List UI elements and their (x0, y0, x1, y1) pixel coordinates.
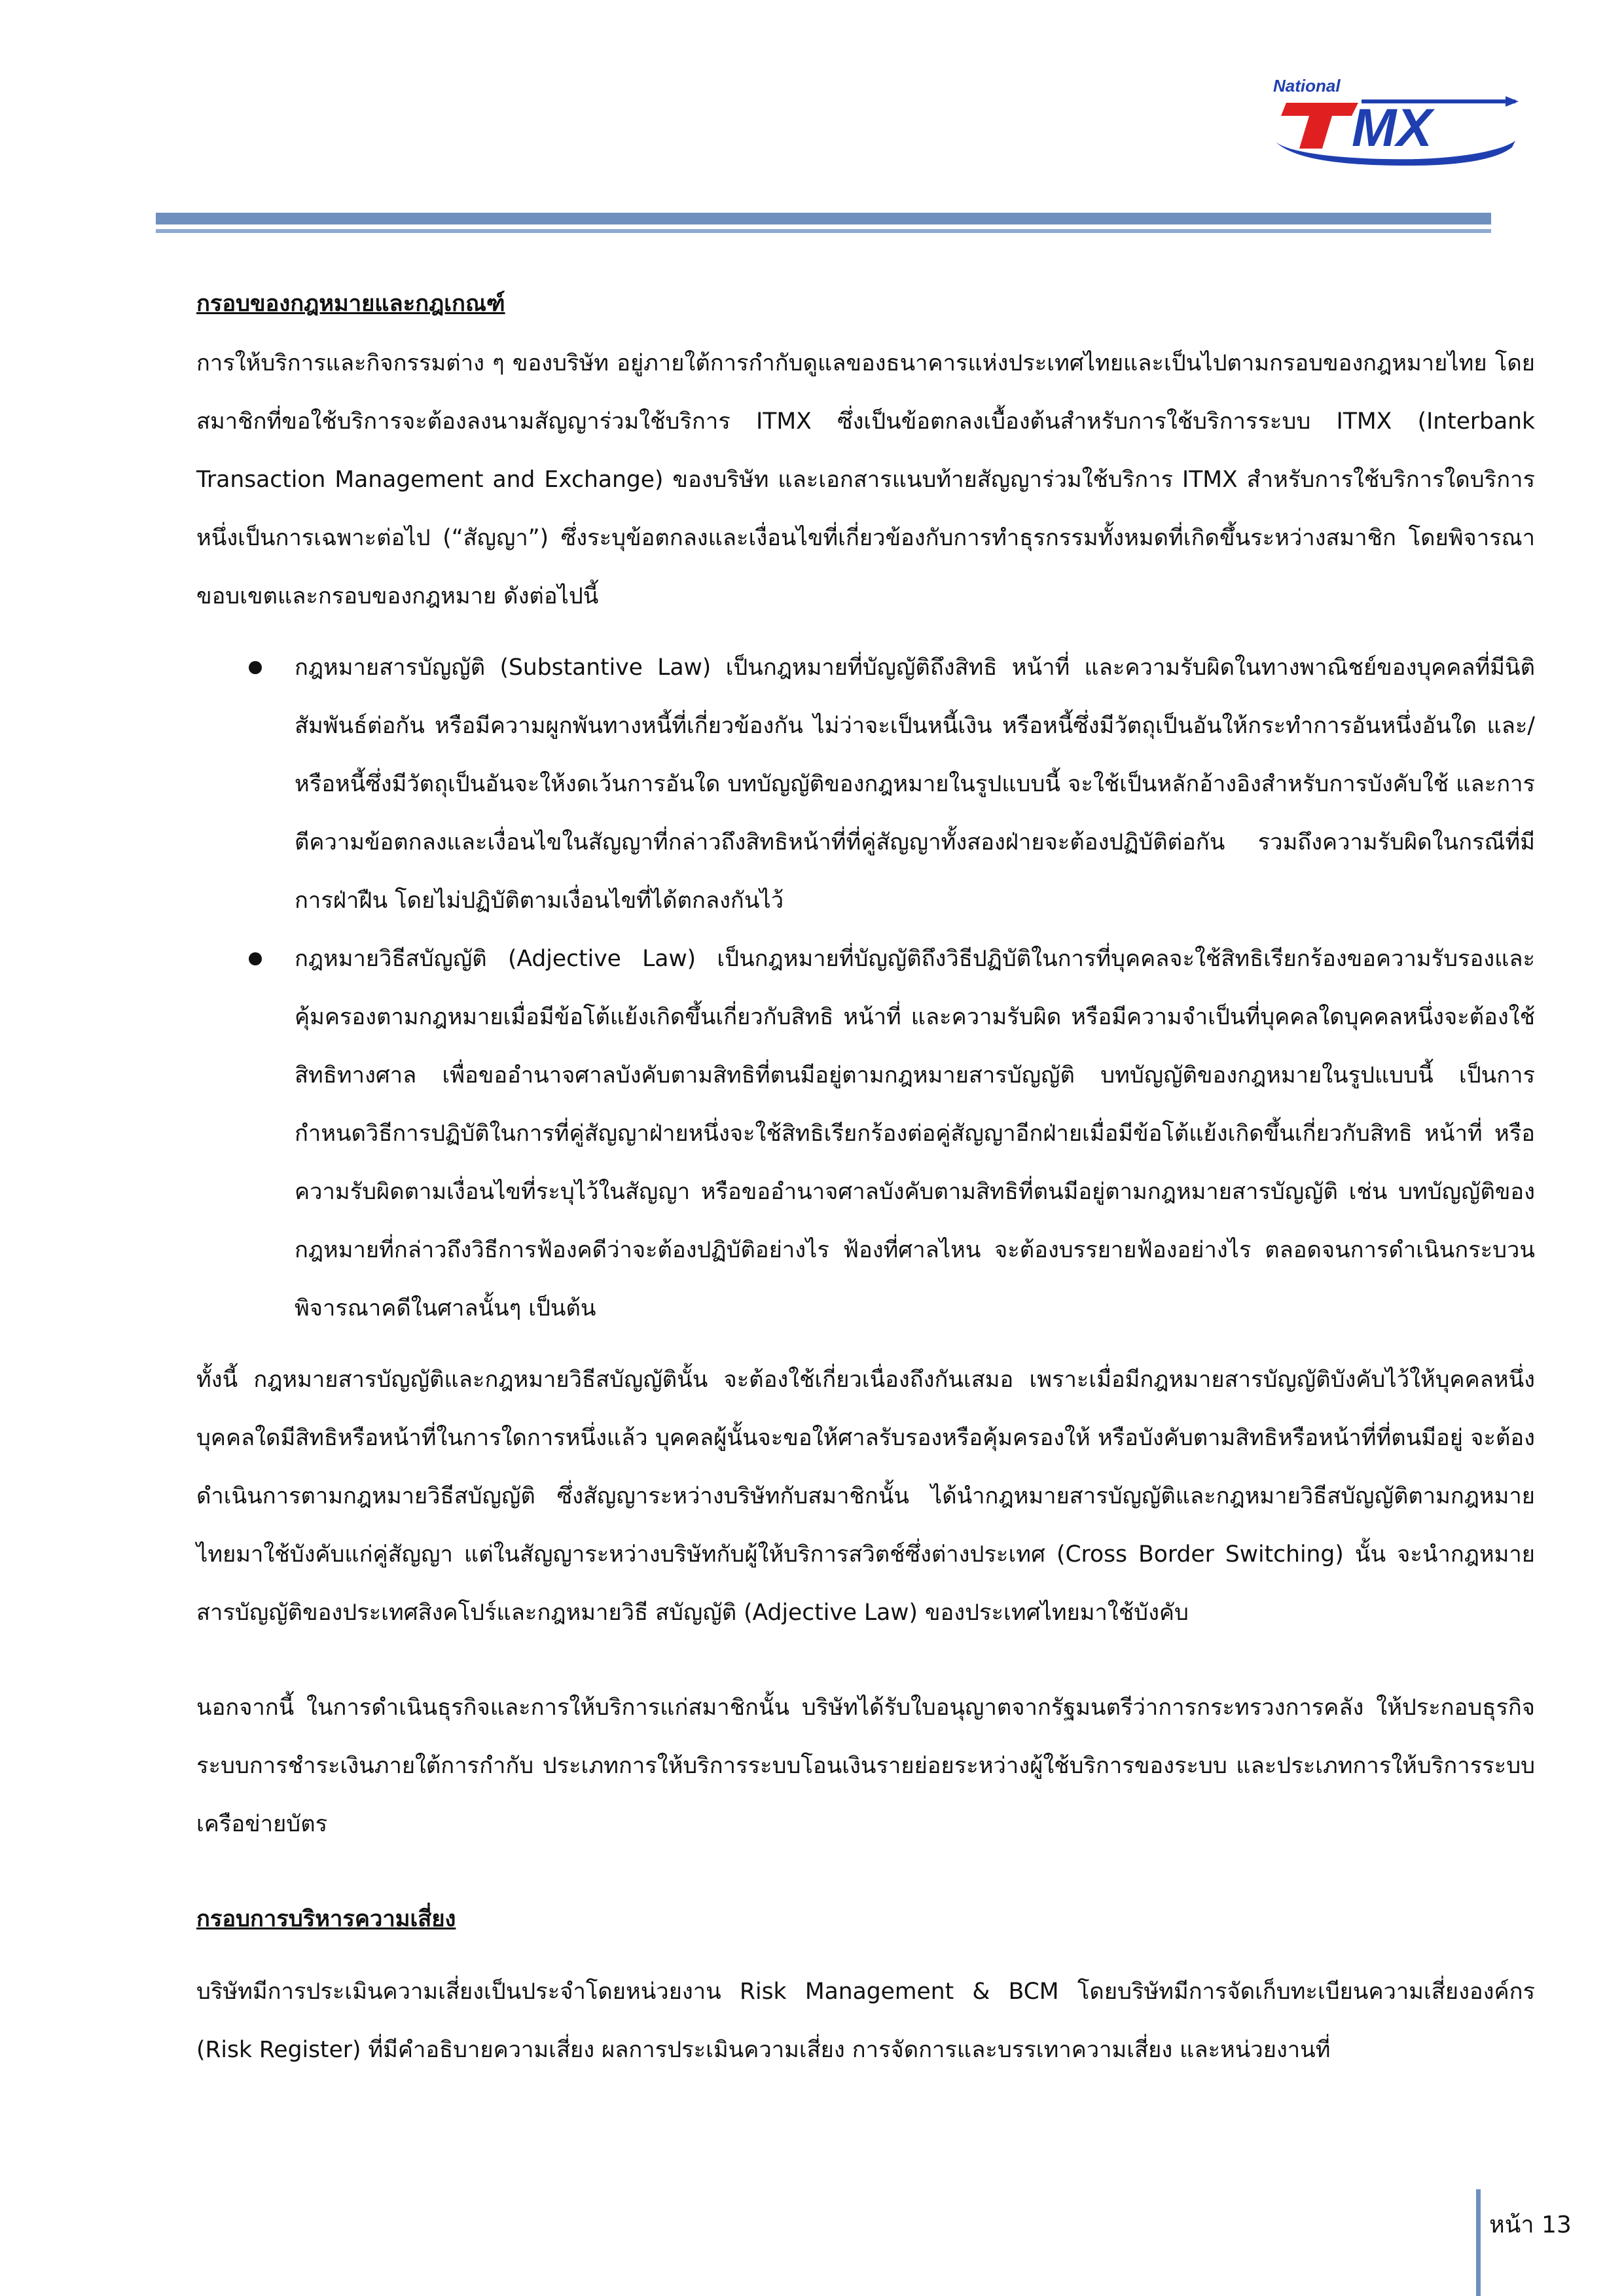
page-number: หน้า 13 (1489, 2212, 1572, 2238)
list-item (196, 930, 1535, 1338)
law-types-list (196, 639, 1535, 1338)
legal-framework-intro: การให้บริการและกิจกรรมต่าง ๆ ของบริษัท อยู่ภายใต้การกำกับดูแลของธนาคารแห่งประเทศไทยและเป็นไปตามกรอบของกฎหมายไทย โดยสมาชิกที่ขอใช้บริการจะต้องลงนามสัญญาร่วมใช้บริการ ITMX ซึ่งเป็นข้อตกลงเบื้องต้นสำหรับการใช้บริการระบบ ITMX (Interbank Transaction Management and Exchange) ของบริษัท และเอกสารแนบท้ายสัญญาร่วมใช้บริการ ITMX สำหรับการใช้บริการใดบริการหนึ่งเป็นการเฉพาะต่อไป (“สัญญา”) ซึ่งระบุข้อตกลงและเงื่อนไขที่เกี่ยวข้องกับการทำธุรกรรมทั้งหมดที่เกิดขึ้นระหว่างสมาชิก โดยพิจารณาขอบเขตและกรอบของกฎหมาย ดังต่อไปนี้ (196, 350, 1535, 609)
logo-national-text: National (1273, 76, 1341, 96)
adjective-law-text: กฎหมายวิธีสบัญญัติ (Adjective Law) เป็นกฎหมายที่บัญญัติถึงวิธีปฏิบัติในการที่บุคคลจะใช้สิทธิเรียกร้องขอความรับรองและคุ้มครองตามกฎหมายเมื่อมีข้อโต้แย้งเกิดขึ้นเกี่ยวกับสิทธิ หน้าที่ และความรับผิด หรือมีความจำเป็นที่บุคคลใดบุคคลหนึ่งจะต้องใช้สิทธิทางศาล เพื่อขออำนาจศาลบังคับตามสิทธิที่ตนมีอยู่ตามกฎหมายสารบัญญัติ บทบัญญัติของกฎหมายในรูปแบบนี้ เป็นการกำหนดวิธีการปฏิบัติในการที่คู่สัญญาฝ่ายหนึ่งจะใช้สิทธิเรียกร้องต่อคู่สัญญาอีกฝ่ายเมื่อมีข้อโต้แย้งเกิดขึ้นเกี่ยวกับสิทธิ หน้าที่ หรือความรับผิดตามเงื่อนไขที่ระบุไว้ในสัญญา หรือขออำนาจศาลบังคับตามสิทธิที่ตนมีอยู่ตามกฎหมายสารบัญญัติ เช่น บทบัญญัติของกฎหมายที่กล่าวถึงวิธีการฟ้องคดีว่าจะต้องปฏิบัติอย่างไร ฟ้องที่ศาลไหน จะต้องบรรยายฟ้องอย่างไร ตลอดจนการดำเนินกระบวนพิจารณาคดีในศาลนั้นๆ เป็นต้น (295, 946, 1535, 1321)
section-heading-risk-framework: กรอบการบริหารความเสี่ยง (196, 1906, 456, 1932)
footer-bar (1476, 2189, 1481, 2296)
risk-assessment-paragraph: บริษัทมีการประเมินความเสี่ยงเป็นประจำโดยหน่วยงาน Risk Management & BCM โดยบริษัทมีการจัดเก็บทะเบียนความเสี่ยงองค์กร (Risk Register) ที่มีคำอธิบายความเสี่ยง ผลการประเมินความเสี่ยง การจัดการและบรรเทาความเสี่ยง และหน่วยงานที่ (196, 1979, 1535, 2063)
substantive-law-text: กฎหมายสารบัญญัติ (Substantive Law) เป็นกฎหมายที่บัญญัติถึงสิทธิ หน้าที่ และความรับผิดในทางพาณิชย์ของบุคคลที่มีนิติสัมพันธ์ต่อกัน หรือมีความผูกพันทางหนี้ที่เกี่ยวข้องกัน ไม่ว่าจะเป็นหนี้เงิน หรือหนี้ซึ่งมีวัตถุเป็นอันให้กระทำการอันหนึ่งอันใด และ/หรือหนี้ซึ่งมีวัตถุเป็นอันจะให้งดเว้นการอันใด บทบัญญัติของกฎหมายในรูปแบบนี้ จะใช้เป็นหลักอ้างอิงสำหรับการบังคับใช้ และการตีความข้อตกลงและเงื่อนไขในสัญญาที่กล่าวถึงสิทธิหน้าที่ที่คู่สัญญาทั้งสองฝ่ายจะต้องปฏิบัติต่อกัน รวมถึงความรับผิดในกรณีที่มีการฝ่าฝืน โดยไม่ปฏิบัติตามเงื่อนไขที่ได้ตกลงกันไว้ (295, 655, 1535, 914)
bullet-icon (249, 952, 262, 965)
section-heading-legal-framework: กรอบของกฎหมายและกฎเกณฑ์ (196, 291, 505, 317)
list-item (196, 639, 1535, 930)
law-relationship-paragraph: ทั้งนี้ กฎหมายสารบัญญัติและกฎหมายวิธีสบัญญัตินั้น จะต้องใช้เกี่ยวเนื่องถึงกันเสมอ เพราะเมื่อมีกฎหมายสารบัญญัติบังคับไว้ให้บุคคลหนึ่งบุคคลใดมีสิทธิหรือหน้าที่ในการใดการหนึ่งแล้ว บุคคลผู้นั้นจะขอให้ศาลรับรองหรือคุ้มครองให้ หรือบังคับตามสิทธิหรือหน้าที่ที่ตนมีอยู่ จะต้องดำเนินการตามกฎหมายวิธีสบัญญัติ ซึ่งสัญญาระหว่างบริษัทกับสมาชิกนั้น ได้นำกฎหมายสารบัญญัติและกฎหมายวิธีสบัญญัติตามกฎหมายไทยมาใช้บังคับแก่คู่สัญญา แต่ในสัญญาระหว่างบริษัทกับผู้ให้บริการสวิตช์ซึ่งต่างประเทศ (Cross Border Switching) นั้น จะนำกฎหมายสารบัญญัติของประเทศสิงคโปร์และกฎหมายวิธี สบัญญัติ (Adjective Law) ของประเทศไทยมาใช้บังคับ (196, 1367, 1535, 1626)
header-rule-thin (156, 229, 1491, 233)
logo-mx-text: MX (1352, 98, 1432, 158)
bullet-icon (249, 661, 262, 674)
header-rule (156, 213, 1491, 224)
itmx-logo-graphic (1247, 62, 1528, 180)
document-body (196, 275, 1535, 2079)
itmx-logo (1247, 62, 1528, 180)
license-paragraph: นอกจากนี้ ในการดำเนินธุรกิจและการให้บริการแก่สมาชิกนั้น บริษัทได้รับใบอนุญาตจากรัฐมนตรีว่าการกระทรวงการคลัง ให้ประกอบธุรกิจระบบการชำระเงินภายใต้การกำกับ ประเภทการให้บริการระบบโอนเงินรายย่อยระหว่างผู้ใช้บริการของระบบ และประเภทการให้บริการระบบเครือข่ายบัตร (196, 1695, 1535, 1837)
